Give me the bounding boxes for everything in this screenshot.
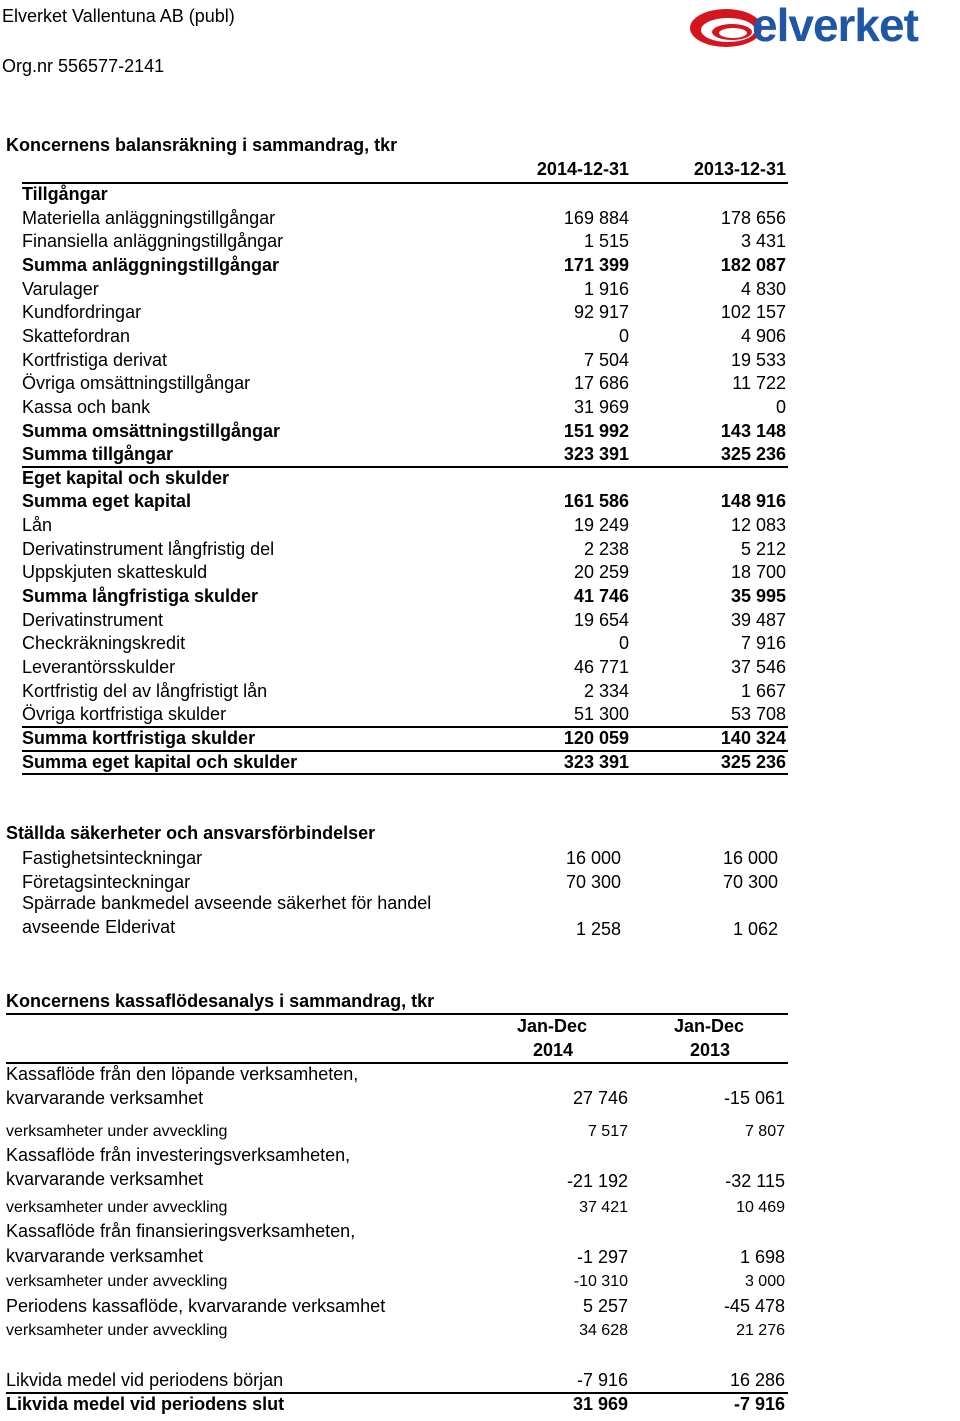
cf-value-2013: 1 698 xyxy=(739,1247,785,1267)
balance-row xyxy=(22,254,788,278)
balance-label: Summa eget kapital och skulder xyxy=(22,751,298,772)
cf-label: Likvida medel vid periodens början xyxy=(6,1370,284,1390)
balance-value-2014: 17 686 xyxy=(573,373,629,394)
balance-value-2014: 120 059 xyxy=(563,727,629,748)
balance-row xyxy=(22,420,788,444)
logo-wordmark: elverket xyxy=(752,0,918,51)
cf-col2-line1: Jan-Dec xyxy=(674,1016,745,1036)
cf-value-2013: 10 469 xyxy=(736,1199,785,1216)
cf-label-cont: kvarvarande verksamhet xyxy=(6,1246,204,1266)
balance-label: Eget kapital och skulder xyxy=(22,467,230,488)
cf-value-2014: 31 969 xyxy=(572,1394,628,1414)
balance-value-2013: 4 906 xyxy=(740,325,786,346)
balance-label: Kortfristig del av långfristigt lån xyxy=(22,680,268,701)
balance-value-2013: 0 xyxy=(775,396,786,417)
balance-value-2013: 37 546 xyxy=(730,657,786,677)
cf-value-2014: 37 421 xyxy=(579,1199,628,1216)
cf-col2-line2: 2013 xyxy=(690,1040,731,1060)
cf-label: verksamheter under avveckling xyxy=(6,1322,228,1339)
balance-value-2014: 2 334 xyxy=(583,680,629,701)
cf-col1-line2: 2014 xyxy=(533,1040,574,1060)
balance-row xyxy=(22,467,788,491)
balance-value-2013: 148 916 xyxy=(720,491,786,512)
balance-label: Derivatinstrument långfristig del xyxy=(22,538,275,559)
company-name: Elverket Vallentuna AB (publ) xyxy=(2,6,235,26)
balance-value-2014: 19 654 xyxy=(573,609,629,630)
pledged-label-cont: avseende Elderivat xyxy=(22,917,176,937)
divider xyxy=(6,1013,788,1015)
balance-value-2013: 325 236 xyxy=(720,751,786,772)
pledged-value-2013: 16 000 xyxy=(722,848,778,868)
cf-value-2014: 7 517 xyxy=(587,1123,628,1140)
balance-row xyxy=(22,561,788,585)
balance-row xyxy=(22,349,788,373)
balance-row xyxy=(22,680,788,704)
balance-value-2013: 7 916 xyxy=(740,633,786,654)
balance-row xyxy=(22,207,788,231)
balance-row xyxy=(22,372,788,396)
balance-row xyxy=(22,278,788,302)
balance-value-2014: 161 586 xyxy=(563,491,629,512)
cf-value-2014: -10 310 xyxy=(573,1273,628,1290)
balance-label: Skattefordran xyxy=(22,325,131,346)
balance-row xyxy=(22,751,788,775)
balance-value-2013: 1 667 xyxy=(740,680,786,701)
balance-value-2013: 102 157 xyxy=(720,302,786,323)
balance-title: Koncernens balansräkning i sammandrag, tkr xyxy=(6,135,398,155)
balance-row xyxy=(22,656,788,680)
balance-row xyxy=(22,396,788,420)
balance-label: Summa långfristiga skulder xyxy=(22,586,259,607)
balance-label: Uppskjuten skatteskuld xyxy=(22,562,208,583)
pledged-value-2014: 16 000 xyxy=(565,848,621,868)
balance-value-2014: 169 884 xyxy=(563,207,629,228)
org-number: Org.nr 556577-2141 xyxy=(2,56,165,76)
balance-value-2014: 171 399 xyxy=(563,254,629,275)
cf-label: Kassaflöde från den löpande verksamheten, xyxy=(6,1064,359,1084)
cf-value-2013: -32 115 xyxy=(725,1171,785,1191)
cf-label: Kassaflöde från investeringsverksamheten, xyxy=(6,1145,351,1165)
balance-value-2014: 20 259 xyxy=(573,562,629,583)
balance-col-header xyxy=(22,158,788,182)
cf-label-cont: kvarvarande verksamhet xyxy=(6,1088,204,1108)
balance-label: Tillgångar xyxy=(22,184,108,204)
balance-value-2013: 325 236 xyxy=(720,444,786,465)
balance-label: Övriga kortfristiga skulder xyxy=(22,704,227,725)
cf-value-2013: -45 478 xyxy=(723,1296,785,1316)
balance-value-2014: 0 xyxy=(618,325,629,346)
cf-value-2013: 21 276 xyxy=(736,1322,785,1339)
balance-row xyxy=(22,632,788,656)
pledged-label: Fastighetsinteckningar xyxy=(22,848,203,868)
balance-value-2013: 4 830 xyxy=(740,278,786,299)
cf-value-2014: 5 257 xyxy=(582,1296,628,1316)
balance-label: Varulager xyxy=(22,278,99,299)
balance-value-2014: 46 771 xyxy=(573,657,629,677)
balance-value-2014: 7 504 xyxy=(583,349,629,370)
balance-value-2014: 151 992 xyxy=(563,420,629,441)
pledged-label: Företagsinteckningar xyxy=(22,872,191,892)
balance-value-2013: 3 431 xyxy=(740,231,786,252)
balance-value-2014: 1 515 xyxy=(583,231,629,252)
cf-label: verksamheter under avveckling xyxy=(6,1199,228,1216)
balance-value-2014: 0 xyxy=(618,633,629,654)
divider xyxy=(22,726,788,728)
balance-label: Summa kortfristiga skulder xyxy=(22,727,256,748)
balance-label: Finansiella anläggningstillgångar xyxy=(22,231,284,252)
cf-value-2013: 16 286 xyxy=(729,1370,785,1390)
cf-value-2013: -15 061 xyxy=(723,1088,785,1108)
balance-label: Kassa och bank xyxy=(22,396,151,417)
cf-label: Likvida medel vid periodens slut xyxy=(6,1394,285,1414)
balance-value-2014: 51 300 xyxy=(573,704,629,725)
balance-row xyxy=(22,585,788,609)
balance-label: Kortfristiga derivat xyxy=(22,349,168,370)
balance-value-2014: 1 916 xyxy=(583,278,629,299)
cf-col1-line1: Jan-Dec xyxy=(517,1016,588,1036)
pledged-value-2014: 70 300 xyxy=(565,872,621,892)
balance-value-2013: 35 995 xyxy=(730,586,786,607)
balance-value-2013: 178 656 xyxy=(720,207,786,228)
balance-label: Derivatinstrument xyxy=(22,609,164,630)
balance-value-2013: 140 324 xyxy=(720,727,786,748)
balance-row xyxy=(22,183,788,207)
balance-value-2013: 11 722 xyxy=(732,373,786,394)
balance-row xyxy=(22,325,788,349)
balance-value-2014: 2 238 xyxy=(583,538,629,559)
divider xyxy=(22,750,788,752)
balance-value-2014: 31 969 xyxy=(573,396,629,417)
cf-label: Periodens kassaflöde, kvarvarande verksamhet xyxy=(6,1296,386,1316)
balance-label: Checkräkningskredit xyxy=(22,633,186,654)
balance-value-2013: 18 700 xyxy=(730,562,786,583)
divider xyxy=(22,466,788,468)
pledged-label: Spärrade bankmedel avseende säkerhet för handel xyxy=(22,893,432,913)
pledged-title: Ställda säkerheter och ansvarsförbindelser xyxy=(6,823,376,843)
balance-label: Lån xyxy=(22,515,53,536)
balance-label: Övriga omsättningstillgångar xyxy=(22,373,251,394)
pledged-value-2013: 70 300 xyxy=(722,872,778,892)
balance-row xyxy=(22,727,788,751)
balance-value-2014: 19 249 xyxy=(573,515,629,536)
balance-label: Leverantörsskulder xyxy=(22,657,176,677)
cf-label: verksamheter under avveckling xyxy=(6,1273,228,1290)
cf-value-2013: 3 000 xyxy=(744,1273,785,1290)
balance-label: Summa tillgångar xyxy=(22,444,174,465)
cf-value-2014: 34 628 xyxy=(579,1322,628,1339)
cf-value-2013: 7 807 xyxy=(744,1123,785,1140)
balance-value-2013: 39 487 xyxy=(730,609,786,630)
cashflow-title: Koncernens kassaflödesanalys i sammandrag, tkr xyxy=(6,991,435,1011)
cf-value-2013: -7 916 xyxy=(733,1394,785,1414)
balance-value-2013: 5 212 xyxy=(740,538,786,559)
balance-value-2014: 323 391 xyxy=(563,751,629,772)
balance-value-2014: 323 391 xyxy=(563,444,629,465)
cf-value-2014: -21 192 xyxy=(566,1171,628,1191)
balance-label: Summa eget kapital xyxy=(22,491,192,512)
cf-label: Kassaflöde från finansieringsverksamheten, xyxy=(6,1221,356,1241)
col-2014: 2014-12-31 xyxy=(536,159,629,179)
pledged-value-2014: 1 258 xyxy=(575,919,621,939)
balance-row xyxy=(22,609,788,633)
balance-value-2013: 182 087 xyxy=(720,254,786,275)
balance-row xyxy=(22,703,788,727)
divider xyxy=(22,773,788,775)
balance-value-2014: 92 917 xyxy=(573,302,629,323)
balance-row xyxy=(22,514,788,538)
cf-value-2014: -1 297 xyxy=(576,1247,628,1267)
balance-label: Materiella anläggningstillgångar xyxy=(22,207,276,228)
balance-value-2013: 19 533 xyxy=(730,349,786,370)
balance-row xyxy=(22,230,788,254)
balance-label: Kundfordringar xyxy=(22,302,142,323)
cf-label-cont: kvarvarande verksamhet xyxy=(6,1169,204,1189)
balance-row xyxy=(22,443,788,467)
balance-label: Summa omsättningstillgångar xyxy=(22,420,281,441)
balance-row xyxy=(22,490,788,514)
balance-label: Summa anläggningstillgångar xyxy=(22,254,280,275)
balance-value-2013: 12 083 xyxy=(730,515,786,536)
balance-row xyxy=(22,538,788,562)
elverket-logo xyxy=(688,0,958,52)
balance-value-2013: 53 708 xyxy=(730,704,786,725)
pledged-value-2013: 1 062 xyxy=(732,919,778,939)
col-2013: 2013-12-31 xyxy=(693,159,786,179)
cf-value-2014: 27 746 xyxy=(572,1088,628,1108)
balance-value-2014: 41 746 xyxy=(573,586,629,607)
balance-value-2013: 143 148 xyxy=(720,420,786,441)
cf-value-2014: -7 916 xyxy=(576,1370,628,1390)
cf-label: verksamheter under avveckling xyxy=(6,1123,228,1140)
balance-row xyxy=(22,301,788,325)
